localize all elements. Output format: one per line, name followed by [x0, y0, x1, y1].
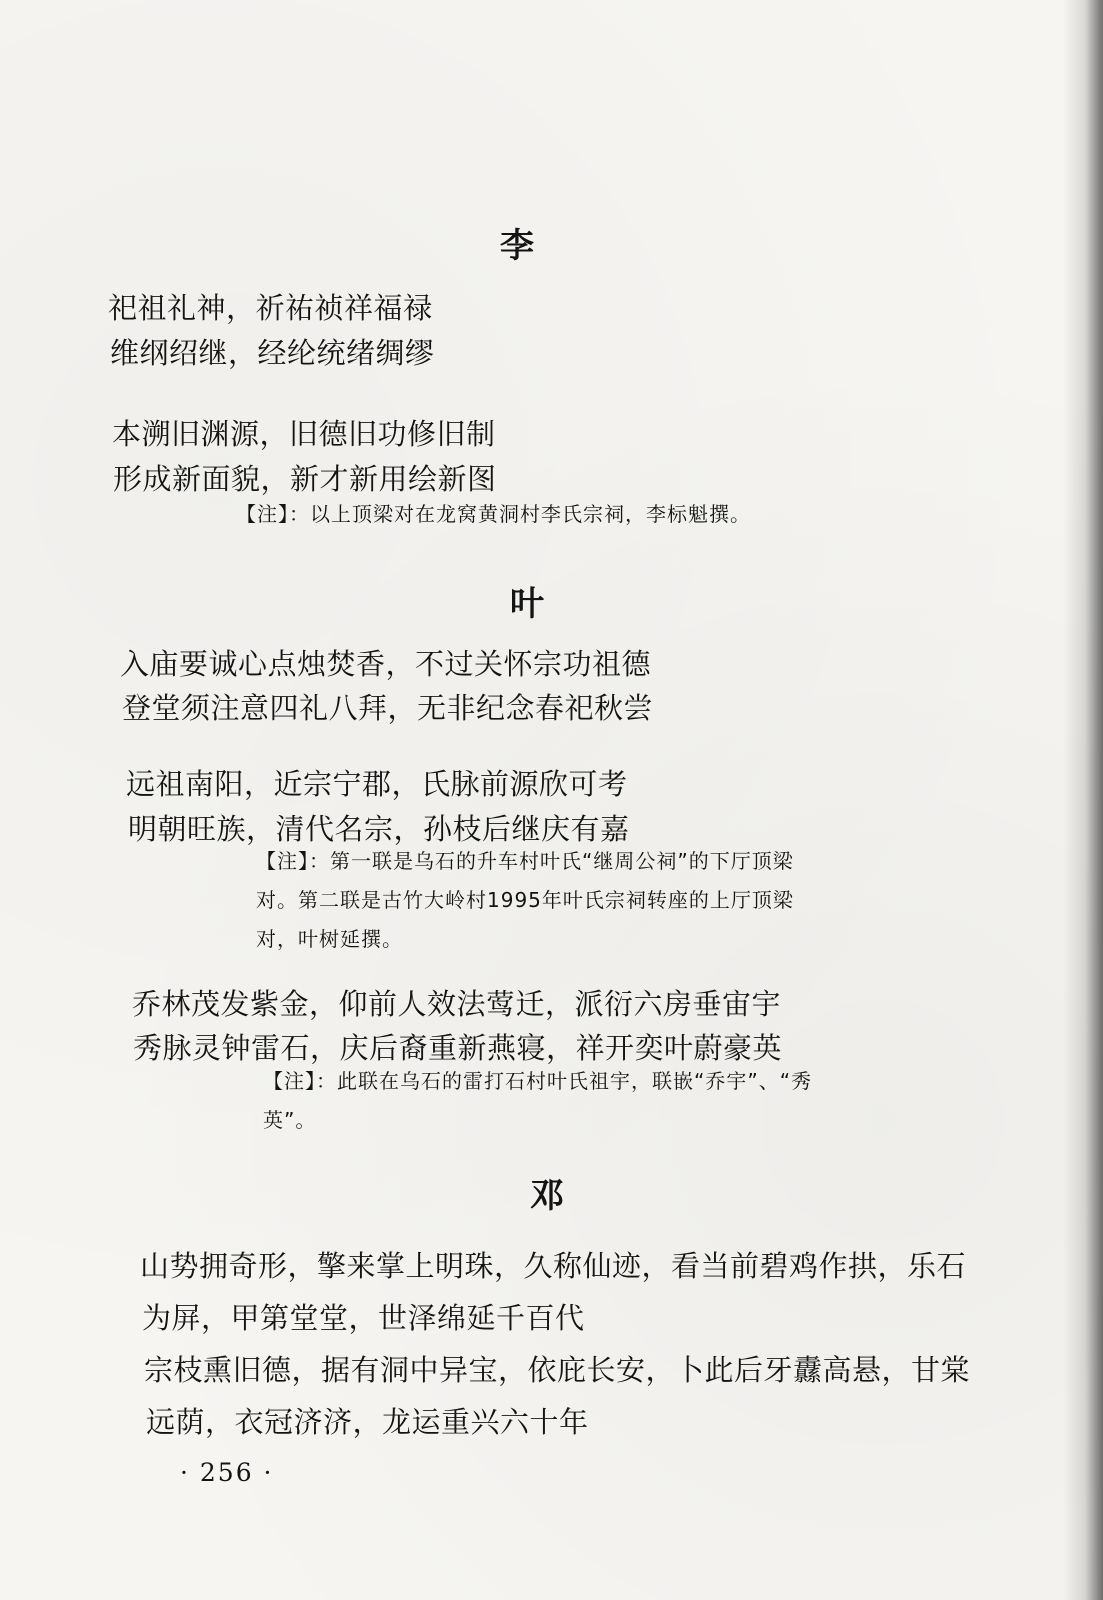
couplet-line: 入庙要诚心点烛焚香，不过关怀宗功祖德: [120, 647, 652, 681]
note-line: 【注】：此联在乌石的雷打石村叶氏祖宇，联嵌“乔宇”、“秀: [263, 1069, 813, 1093]
couplet-line: 形成新面貌，新才新用绘新图: [113, 462, 497, 496]
note-line: 【注】：第一联是乌石的升车村叶氏“继周公祠”的下厅顶梁: [256, 849, 794, 873]
section-heading-deng: 邓: [530, 1176, 564, 1216]
note-line: 对。第二联是古竹大岭村1995年叶氏宗祠转座的上厅顶梁: [256, 888, 794, 912]
couplet-line: 明朝旺族，清代名宗，孙枝后继庆有嘉: [128, 812, 630, 846]
couplet-line: 宗枝熏旧德，据有洞中异宝，依庇长安，卜此后牙纛高悬，甘棠: [144, 1353, 971, 1387]
couplet-line: 远荫，衣冠济济，龙运重兴六十年: [146, 1405, 589, 1439]
couplet-line: 乔林茂发紫金，仰前人效法莺迁，派衍六房垂宙宇: [132, 987, 782, 1021]
note-line: 对，叶树延撰。: [256, 927, 403, 951]
couplet-line: 为屏，甲第堂堂，世泽绵延千百代: [142, 1301, 585, 1335]
note-line: 【注】：以上顶梁对在龙窝黄洞村李氏宗祠，李标魁撰。: [236, 502, 751, 526]
couplet-line: 远祖南阳，近宗宁郡，氏脉前源欣可考: [126, 767, 628, 801]
couplet-line: 本溯旧渊源，旧德旧功修旧制: [112, 417, 496, 451]
section-heading-li: 李: [500, 226, 534, 266]
annotation-note: [236, 495, 751, 534]
note-line: 英”。: [263, 1108, 317, 1132]
annotation-note: [256, 842, 794, 959]
couplet-line: 维纲绍继，经纶统绪绸缪: [110, 336, 435, 370]
page-number: · 256 ·: [180, 1458, 274, 1487]
couplet-line: 山势拥奇形，擎来掌上明珠，久称仙迹，看当前碧鸡作拱，乐石: [140, 1249, 967, 1283]
annotation-note: [263, 1062, 812, 1140]
couplet-line: 登堂须注意四礼八拜，无非纪念春祀秋尝: [122, 691, 654, 725]
couplet-line: 祀祖礼神，祈祐祯祥福禄: [108, 291, 433, 325]
section-heading-ye: 叶: [510, 584, 544, 624]
couplet-line: 秀脉灵钟雷石，庆后裔重新燕寝，祥开奕叶蔚豪英: [133, 1031, 783, 1065]
page-edge-shadow: [1063, 0, 1103, 1600]
